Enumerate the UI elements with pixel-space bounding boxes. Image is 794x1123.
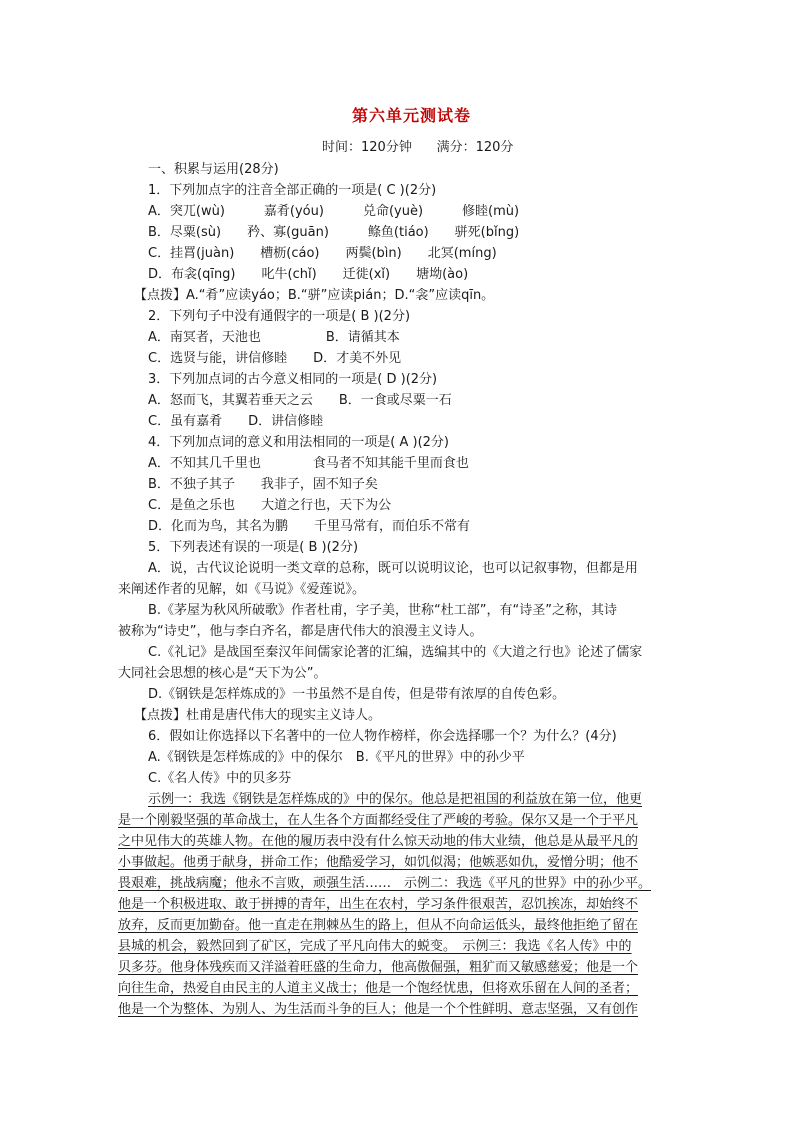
q2-options-ab: A．南冥者，天池也 B．请循其本 <box>148 330 400 345</box>
q5-option-d: D.《钢铁是怎样炼成的》一书虽然不是自传，但是带有浓厚的自传色彩。 <box>148 687 566 702</box>
q4-option-d: D．化而为鸟，其名为鹏 千里马常有，而伯乐不常有 <box>148 519 471 534</box>
answer-line: 示例一：我选《钢铁是怎样炼成的》中的保尔。他总是把祖国的利益放在第一位，他更 <box>148 792 643 807</box>
answer-line: 之中见伟大的英雄人物。在他的履历表中没有什么惊天动地的伟大业绩，他总是从最平凡的 <box>118 834 639 849</box>
exam-meta: 时间：120分钟 满分：120分 <box>322 140 514 155</box>
q5-option-a-line2: 来阐述作者的见解，如《马说》《爱莲说》。 <box>118 582 366 597</box>
q4-option-b: B．不独子其子 我非子，固不知子矣 <box>148 477 378 492</box>
answer-line: 他是一个积极进取、敢于拼搏的青年，出生在农村，学习条件很艰苦，忍饥挨冻，却始终不 <box>118 897 639 912</box>
q5-option-c-line1: C.《礼记》是战国至秦汉年间儒家论著的汇编，选编其中的《大道之行也》论述了儒家 <box>148 645 643 660</box>
page-title: 第六单元测试卷 <box>352 106 472 125</box>
q5-option-b-line2: 被称为“诗史”，他与李白齐名，都是唐代伟大的浪漫主义诗人。 <box>118 624 483 639</box>
q1-hint: 【点拨】A.“肴”应读yáo；B.“骈”应读pián；D.“衾”应读qīn。 <box>134 288 495 303</box>
q5-option-b-line1: B.《茅屋为秋风所破歌》作者杜甫，字子美，世称“杜工部”，有“诗圣”之称，其诗 <box>148 603 617 618</box>
question-6: 6．假如让你选择以下名著中的一位人物作榜样，你会选择哪一个？为什么？(4分) <box>148 729 617 744</box>
q1-option-c: C．挂罥(juàn) 槽枥(cáo) 两鬓(bìn) 北冥(míng) <box>148 246 497 261</box>
q5-option-c-line2: 大同社会思想的核心是“天下为公”。 <box>118 666 327 681</box>
answer-line: 县城的机会，毅然回到了矿区，完成了平凡向伟大的蜕变。 示例三：我选《名人传》中的 <box>118 939 632 954</box>
q5-option-a-line1: A．说，古代议论说明一类文章的总称，既可以说明议论，也可以记叙事物，但都是用 <box>148 561 638 576</box>
question-5: 5．下列表述有误的一项是( B )(2分) <box>148 540 359 555</box>
q1-option-b: B．尽粟(sù) 矜、寡(guān) 鲦鱼(tiáo) 骈死(bǐng) <box>148 225 520 240</box>
answer-line: 畏艰难，挑战病魔；他永不言败，顽强生活…… 示例二：我选《平凡的世界》中的孙少平。 <box>118 876 652 891</box>
q3-options-cd: C．虽有嘉肴 D．讲信修睦 <box>148 414 324 429</box>
question-1: 1．下列加点字的注音全部正确的一项是( C )(2分) <box>148 183 437 198</box>
answer-line: 他是一个为整体、为别人、为生活而斗争的巨人；他是一个个性鲜明、意志坚强，又有创作 <box>118 1002 639 1017</box>
answer-line: 是一个刚毅坚强的革命战士，在人生各个方面都经受住了严峻的考验。保尔又是一个于平凡 <box>118 813 639 828</box>
q4-option-c: C．是鱼之乐也 大道之行也，天下为公 <box>148 498 392 513</box>
answer-line: 放弃，反而更加勤奋。他一直走在荆棘丛生的路上，但从不向命运低头，最终他拒绝了留在 <box>118 918 639 933</box>
q6-option-c: C.《名人传》中的贝多芬 <box>148 771 292 786</box>
q2-options-cd: C．选贤与能，讲信修睦 D．才美不外见 <box>148 351 402 366</box>
question-2: 2．下列句子中没有通假字的一项是( B )(2分) <box>148 309 411 324</box>
q1-option-d: D．布衾(qīng) 叱牛(chǐ) 迁徙(xǐ) 塘坳(ào) <box>148 267 469 282</box>
q5-hint: 【点拨】杜甫是唐代伟大的现实主义诗人。 <box>134 708 382 723</box>
section-heading: 一、积累与运用(28分) <box>148 162 279 177</box>
q6-options-ab: A.《钢铁是怎样炼成的》中的保尔 B.《平凡的世界》中的孙少平 <box>148 750 525 765</box>
question-3: 3．下列加点词的古今意义相同的一项是( D )(2分) <box>148 372 438 387</box>
answer-line: 小事做起。他勇于献身，拼命工作；他酷爱学习，如饥似渴；他嫉恶如仇，爱憎分明；他不 <box>118 855 639 870</box>
q1-option-a: A．突兀(wù) 嘉肴(yóu) 兑命(yuè) 修睦(mù) <box>148 204 520 219</box>
q4-option-a: A．不知其几千里也 食马者不知其能千里而食也 <box>148 456 469 471</box>
question-4: 4．下列加点词的意义和用法相同的一项是( A )(2分) <box>148 435 449 450</box>
q3-options-ab: A．怒而飞，其翼若垂天之云 B．一食或尽粟一石 <box>148 393 452 408</box>
answer-line: 向往生命，热爱自由民主的人道主义战士；他是一个饱经忧患，但将欢乐留在人间的圣者； <box>118 981 639 996</box>
answer-line: 贝多芬。他身体残疾而又洋溢着旺盛的生命力，他高傲倔强，粗犷而又敏感慈爱；他是一个 <box>118 960 639 975</box>
